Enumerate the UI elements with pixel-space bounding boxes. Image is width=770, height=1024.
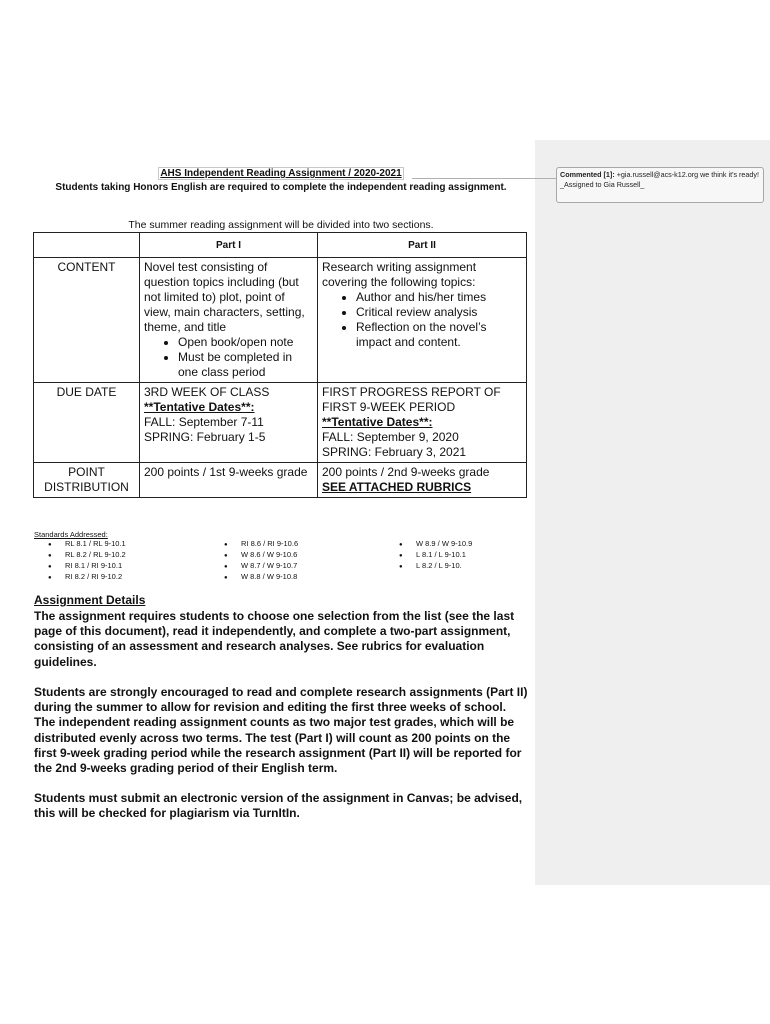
- due-part2-cell: [318, 383, 527, 463]
- standards-list-3: [399, 539, 472, 572]
- list-item: ● W 8.6 / W 9-10.6: [224, 550, 298, 561]
- list-item: ● RI 8.6 / RI 9-10.6: [224, 539, 298, 550]
- row-label-points: [34, 463, 140, 498]
- points-part2-text: 200 points / 2nd 9-weeks grade: [322, 465, 490, 479]
- list-item: • Author and his/her times: [356, 290, 522, 305]
- due-part2-tentative: **Tentative Dates**:: [322, 415, 433, 429]
- due-part1-cell: [140, 383, 318, 463]
- comment-label: Commented [1]:: [560, 170, 615, 179]
- due-part2-line1: FIRST PROGRESS REPORT OF FIRST 9-WEEK PERIOD: [322, 385, 501, 414]
- points-label-line1: POINT: [68, 465, 105, 479]
- standards-list-1: [48, 539, 126, 583]
- assignment-table: [33, 232, 527, 498]
- comment-assigned: _Assigned to Gia Russell_: [560, 179, 645, 189]
- list-item: ● RL 8.1 / RL 9-10.1: [48, 539, 126, 550]
- list-item: ● RL 8.2 / RL 9-10.2: [48, 550, 126, 561]
- comment-box[interactable]: [556, 167, 764, 203]
- due-part1-fall: FALL: September 7-11: [144, 415, 264, 429]
- list-item: • Open book/open note: [178, 335, 313, 350]
- points-part1-cell: 200 points / 1st 9-weeks grade: [140, 463, 318, 498]
- table-row-points: [34, 463, 527, 498]
- document-title-wrap: [34, 168, 528, 179]
- due-part1-spring: SPRING: February 1-5: [144, 430, 266, 444]
- rubrics-link[interactable]: SEE ATTACHED RUBRICS: [322, 480, 472, 494]
- content-part2-cell: [318, 258, 527, 383]
- details-title: Assignment Details: [34, 593, 146, 607]
- list-item: ● RI 8.1 / RI 9-10.1: [48, 561, 126, 572]
- header-part2: Part II: [318, 233, 527, 258]
- header-part1: Part I: [140, 233, 318, 258]
- list-item: • Reflection on the novel’s impact and content.: [356, 320, 522, 350]
- comment-text: +gia.russell@acs-k12.org we think it's ready!: [616, 170, 760, 179]
- row-label-content: CONTENT: [34, 258, 140, 383]
- points-part2-cell: [318, 463, 527, 498]
- due-part2-fall: FALL: September 9, 2020: [322, 430, 459, 444]
- document-title: AHS Independent Reading Assignment / 2020-2021: [160, 168, 402, 179]
- table-row-content: [34, 258, 527, 383]
- due-part1-line1: 3RD WEEK OF CLASS: [144, 385, 270, 399]
- list-item: • Must be completed in one class period: [178, 350, 313, 380]
- intro-text: The summer reading assignment will be divided into two sections.: [128, 219, 434, 231]
- row-label-due-date: DUE DATE: [34, 383, 140, 463]
- due-part2-spring: SPRING: February 3, 2021: [322, 445, 467, 459]
- content-part1-list: [144, 335, 313, 380]
- comment-pane: [535, 140, 770, 885]
- standards-label: Standards Addressed:: [34, 530, 108, 539]
- content-part2-text: Research writing assignment covering the following topics:: [322, 260, 477, 289]
- table-row-due-date: [34, 383, 527, 463]
- list-item: ● W 8.8 / W 9-10.8: [224, 572, 298, 583]
- content-part1-text: Novel test consisting of question topics including (but not limited to) plot, point of view, main characters, setting, theme, and title: [144, 260, 305, 334]
- list-item: ● L 8.1 / L 9-10.1: [399, 550, 472, 561]
- list-item: • Critical review analysis: [356, 305, 522, 320]
- list-item: ● L 8.2 / L 9-10.: [399, 561, 472, 572]
- points-label-line2: DISTRIBUTION: [44, 480, 129, 494]
- document-subtitle: Students taking Honors English are required to complete the independent reading assignment.: [55, 182, 507, 193]
- due-part1-tentative: **Tentative Dates**:: [144, 400, 255, 414]
- list-item: ● W 8.9 / W 9-10.9: [399, 539, 472, 550]
- content-part2-list: [322, 290, 522, 350]
- details-paragraph-1: The assignment requires students to choose one selection from the list (see the last page of this document), read it independently, and complete a two-part assignment, consisting of an assessment and research analyses. See rubrics for evaluation guidelines.: [34, 609, 515, 669]
- list-item: ● W 8.7 / W 9-10.7: [224, 561, 298, 572]
- standards-list-2: [224, 539, 298, 583]
- content-part1-cell: [140, 258, 318, 383]
- list-item: ● RI 8.2 / RI 9-10.2: [48, 572, 126, 583]
- details-paragraph-3: Students must submit an electronic version of the assignment in Canvas; be advised, this will be checked for plagiarism via TurnItIn.: [34, 791, 523, 821]
- header-empty-cell: [34, 233, 140, 258]
- table-header-row: [34, 233, 527, 258]
- details-paragraph-2: Students are strongly encouraged to read and complete research assignments (Part II) during the summer to allow for revision and editing the first three weeks of school. The independent reading assignment counts as two major test grades, which will be distributed evenly across two terms. The test (Part I) will count as 200 points on the first 9-week grading period while the research assignment (Part II) will be reported for the 2nd 9-weeks grading period of their English term.: [34, 685, 528, 776]
